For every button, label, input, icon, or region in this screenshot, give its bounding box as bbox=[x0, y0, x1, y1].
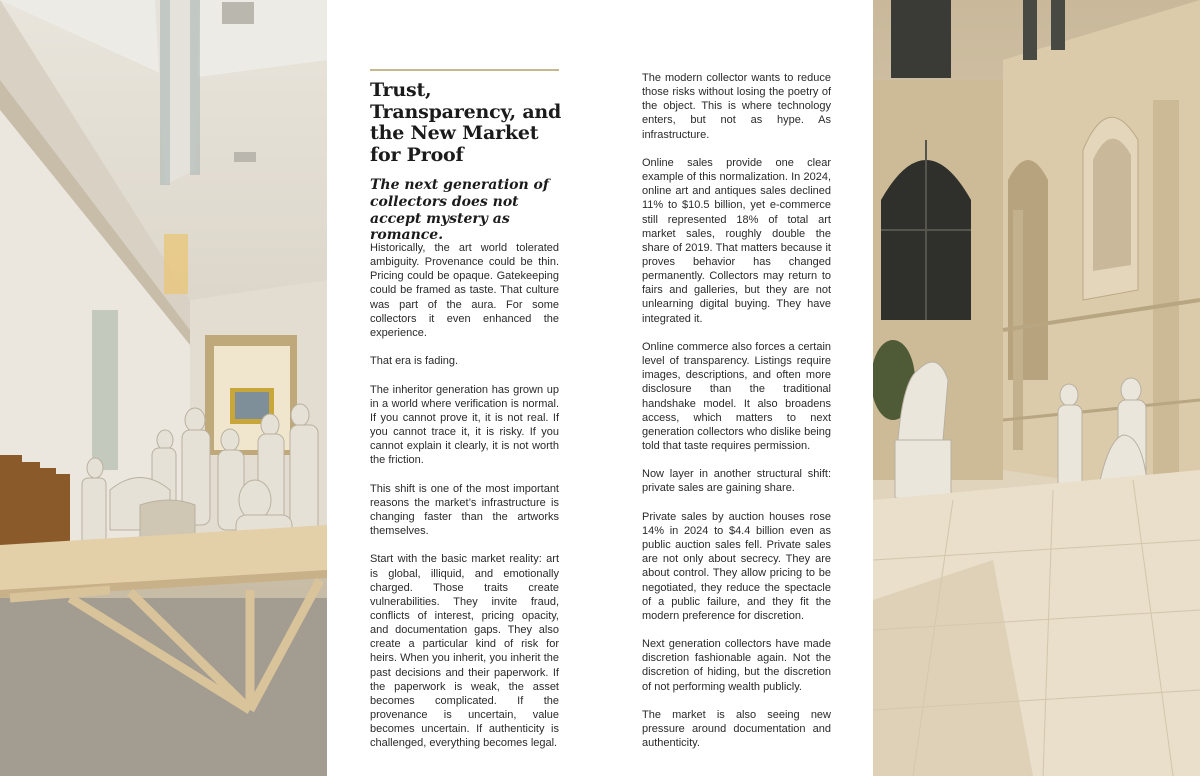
title-rule bbox=[370, 69, 559, 71]
left-column bbox=[370, 241, 559, 751]
paragraph: Private sales by auction houses rose 14% in 2024 to $4.4 billion even as public auction sales fell. Private sales are not only about secrecy. They are about control. They allow pricing to be negotiated, they reduce the spectacle of a public failure, and they fit the modern preference for discretion. bbox=[642, 510, 831, 622]
paragraph: Historically, the art world tolerated ambiguity. Provenance could be thin. Pricing could be opaque. Gatekeeping could be framed as taste. That culture was part of the aura. For some collectors it even enhanced the experience. bbox=[370, 242, 559, 339]
paragraph: The modern collector wants to reduce those risks without losing the poetry of the object. This is where technology enters, but not as hype. As infrastructure. bbox=[642, 72, 831, 141]
paragraph: Next generation collectors have made discretion fashionable again. Not the discretion of hiding, but the discretion of not performing wealth publicly. bbox=[642, 638, 831, 693]
article-title: Trust, Transparency, and the New Market for Proof bbox=[370, 79, 562, 166]
paragraph: Online sales provide one clear example of this normalization. In 2024, online art and antiques sales declined 11% to $10.5 billion, yet e-commerce still represented 18% of total art market sales, roughly double the share of 2019. That matters because it proves behavior has changed permanently. Collectors may return to fairs and galleries, but they are not unlearning digital buying. They have integrated it. bbox=[642, 156, 831, 325]
paragraph: Now layer in another structural shift: private sales are gaining share. bbox=[642, 468, 831, 495]
gallery-photo bbox=[0, 0, 327, 776]
paragraph: Online commerce also forces a certain level of transparency. Listings require images, descriptions, and often more disclosure than the traditional handshake model. It also broadens access, which matters to next generation collectors who dislike being told that taste requires permission. bbox=[642, 340, 831, 453]
paragraph: The market is also seeing new pressure around documentation and authenticity. bbox=[642, 708, 831, 750]
article-page bbox=[327, 0, 873, 776]
courtyard-photo bbox=[873, 0, 1200, 776]
paragraph: That era is fading. bbox=[370, 355, 459, 368]
paragraph: The inheritor generation has grown up in a world where verification is normal. If you cannot prove it, it is not real. If you cannot trace it, it is risky. If you cannot explain it clearly, it is not worth the friction. bbox=[370, 383, 559, 467]
right-column bbox=[642, 71, 831, 750]
article-subtitle: The next generation of collectors does not accept mystery as romance. bbox=[370, 177, 549, 244]
paragraph: Start with the basic market reality: art is global, illiquid, and emotionally charged. Those traits create vulnerabilities. They invite fraud, conflicts of interest, pricing opacity, and documentation gaps. They also create a particular kind of risk for heirs. When you inherit, you inherit the past decisions and their paperwork. If the paperwork is weak, the asset becomes complicated. If the provenance is uncertain, value becomes uncertain. If authenticity is challenged, everything becomes legal. bbox=[370, 553, 559, 750]
courtyard-illustration bbox=[873, 0, 1200, 776]
gallery-illustration bbox=[0, 0, 327, 776]
paragraph: This shift is one of the most important reasons the market’s infrastructure is changing faster than the artworks themselves. bbox=[370, 482, 559, 538]
